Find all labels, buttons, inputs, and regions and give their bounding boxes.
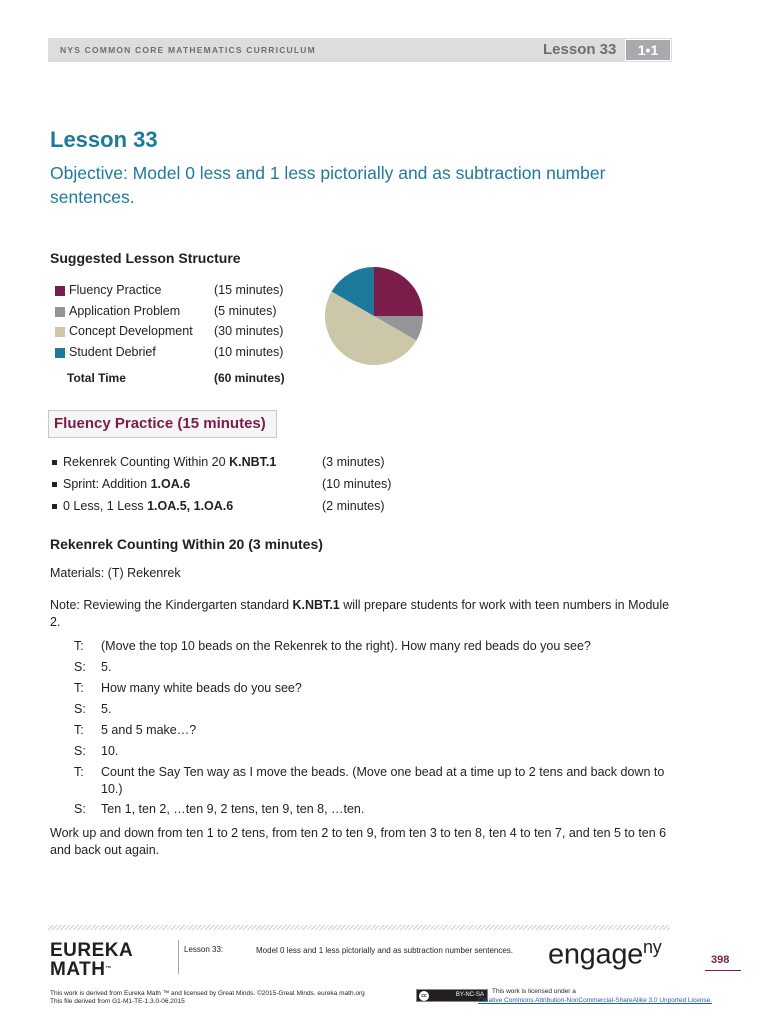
page-number: 398	[711, 954, 730, 966]
dialogue-text: 5.	[101, 702, 112, 716]
fluency-item-minutes: (2 minutes)	[322, 499, 385, 513]
fluency-item	[52, 499, 472, 517]
square-bullet-icon	[52, 482, 57, 487]
lesson-structure-item	[55, 283, 315, 301]
fluency-item-text: Sprint: Addition	[63, 477, 151, 491]
fluency-practice-heading: Fluency Practice (15 minutes)	[54, 415, 266, 432]
lesson-structure-label: Application Problem	[69, 303, 181, 318]
lesson-structure-minutes: (30 minutes)	[214, 324, 284, 338]
lesson-objective: Objective: Model 0 less and 1 less pictorially and as subtraction number sentences.	[50, 163, 606, 207]
page-title: Lesson 33	[50, 127, 158, 152]
legend-swatch	[55, 307, 65, 317]
dialogue-text: Ten 1, ten 2, …ten 9, 2 tens, ten 9, ten 8, …ten.	[101, 802, 365, 816]
dialogue-text: (Move the top 10 beads on the Rekenrek to the right). How many red beads do you see?	[101, 639, 591, 653]
fluency-item-standard: 1.OA.5, 1.OA.6	[147, 499, 234, 513]
fluency-item-minutes: (3 minutes)	[322, 455, 385, 469]
speaker-label: T:	[74, 639, 84, 653]
teacher-note: Note: Reviewing the Kindergarten standard K.NBT.1 will prepare students for work with teen numbers in Module 2.	[50, 598, 670, 629]
legend-swatch	[55, 286, 65, 296]
lesson-structure-minutes: (15 minutes)	[214, 283, 284, 297]
cc-icon: cc	[419, 991, 429, 1001]
lesson-structure-item	[55, 345, 315, 363]
dialogue-text: Count the Say Ten way as I move the beads. (Move one bead at a time up to 2 tens and back down to 10.)	[101, 765, 665, 796]
speaker-label: T:	[74, 765, 84, 779]
lesson-structure-item	[55, 324, 315, 342]
lesson-structure-minutes: (10 minutes)	[214, 344, 284, 359]
footer-divider	[48, 925, 670, 930]
license-link[interactable]: Creative Commons Attribution-NonCommercial-ShareAlike 3.0 Unported License.	[478, 997, 713, 1004]
square-bullet-icon	[52, 504, 57, 509]
fluency-item-text: Rekenrek Counting Within 20	[63, 455, 230, 469]
speaker-label: S:	[74, 744, 86, 758]
fluency-item-text: 0 Less, 1 Less	[63, 499, 148, 513]
materials-line: Materials: (T) Rekenrek	[50, 566, 181, 580]
lesson-structure-label: Fluency Practice	[69, 283, 162, 297]
curriculum-label: NYS COMMON CORE MATHEMATICS CURRICULUM	[60, 45, 316, 55]
module-code-badge: 1•1	[625, 39, 671, 61]
legend-swatch	[55, 327, 65, 337]
rekenrek-heading: Rekenrek Counting Within 20 (3 minutes)	[50, 536, 323, 552]
footer-objective: Model 0 less and 1 less pictorially and as subtraction number sentences.	[256, 946, 514, 955]
fluency-item-standard: K.NBT.1	[229, 455, 277, 469]
lesson-structure-minutes: (5 minutes)	[214, 303, 277, 318]
lesson-structure-item	[55, 304, 315, 322]
square-bullet-icon	[52, 460, 57, 465]
lesson-structure-pie-chart	[324, 266, 424, 366]
derivation-notice: This work is derived from Eureka Math ™ and licensed by Great Minds. ©2015-Great Minds. eureka math.org This file derived from G1-M1-TE-1.3.0-06.2015	[50, 990, 365, 1005]
engageny-logo: engage$^{ny}$	[548, 937, 662, 971]
fluency-item	[52, 455, 472, 473]
speaker-label: T:	[74, 723, 84, 737]
fluency-item-minutes: (10 minutes)	[322, 477, 392, 491]
lesson-structure-label: Concept Development	[69, 324, 193, 338]
speaker-label: S:	[74, 802, 86, 816]
dialogue-text: 5 and 5 make…?	[101, 723, 197, 737]
speaker-label: T:	[74, 681, 84, 695]
speaker-label: S:	[74, 660, 86, 674]
footer-lesson-label: Lesson 33:	[184, 945, 224, 954]
work-up-instruction: Work up and down from ten 1 to 2 tens, from ten 2 to ten 9, from ten 3 to ten 8, ten 4 to ten 7, and ten 5 to ten 6 and back out again.	[50, 826, 667, 857]
fluency-item-standard: 1.OA.6	[150, 477, 191, 491]
total-time-label: Total Time	[67, 371, 126, 385]
lesson-structure-label: Student Debrief	[69, 344, 156, 359]
dialogue-text: 5.	[101, 660, 112, 674]
speaker-label: S:	[74, 702, 86, 716]
creative-commons-badge: cc BY-NC-SA	[416, 989, 488, 1002]
legend-swatch	[55, 348, 65, 358]
header-lesson: Lesson 33	[543, 41, 617, 58]
footer-separator	[178, 940, 179, 974]
fluency-item	[52, 477, 472, 495]
page-number-underline	[705, 970, 741, 971]
license-text: This work is licensed under a	[492, 988, 576, 995]
pie-slice-fluency-practice	[374, 267, 423, 316]
eureka-math-logo: EUREKA MATH™	[50, 940, 134, 980]
dialogue-text: How many white beads do you see?	[101, 681, 302, 695]
note-standard: K.NBT.1	[292, 598, 340, 612]
lesson-structure-heading: Suggested Lesson Structure	[50, 250, 241, 266]
fluency-practice-header	[48, 410, 277, 438]
dialogue-text: 10.	[101, 744, 119, 758]
total-time-value: (60 minutes)	[214, 371, 285, 385]
